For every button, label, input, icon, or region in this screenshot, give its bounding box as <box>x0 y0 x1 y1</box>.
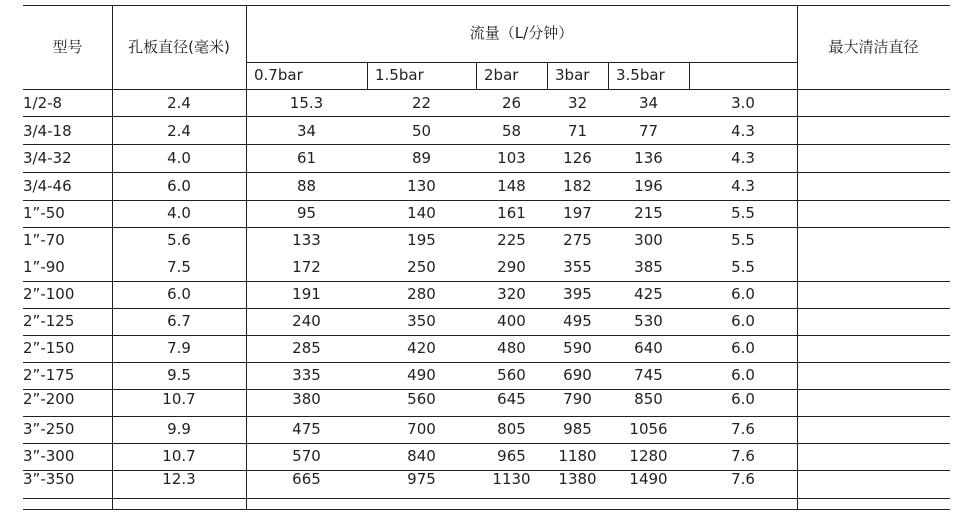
cell-max-clean: 4.3 <box>731 176 755 195</box>
cell-max-clean: 5.5 <box>731 231 755 249</box>
cell-flow: 196 <box>634 176 663 195</box>
vertical-rule <box>689 62 690 89</box>
cell-flow: 250 <box>407 258 436 276</box>
cell-orifice: 9.5 <box>167 366 191 384</box>
cell-flow: 290 <box>497 258 526 276</box>
cell-orifice: 7.5 <box>167 258 191 276</box>
cell-flow: 640 <box>634 339 663 357</box>
cell-flow: 300 <box>634 231 663 249</box>
cell-flow: 215 <box>634 204 663 222</box>
header-pressure: 0.7bar <box>254 66 303 84</box>
horizontal-rule <box>23 227 950 228</box>
cell-max-clean: 7.6 <box>731 447 755 465</box>
cell-flow: 790 <box>563 390 592 408</box>
cell-flow: 1130 <box>492 470 531 488</box>
cell-flow: 15.3 <box>289 93 324 112</box>
cell-flow: 22 <box>411 93 432 112</box>
cell-orifice: 10.7 <box>162 447 196 465</box>
cell-flow: 350 <box>407 312 436 330</box>
cell-flow: 490 <box>407 366 436 384</box>
cell-flow: 560 <box>407 390 436 408</box>
cell-flow: 103 <box>497 149 526 167</box>
horizontal-rule <box>23 416 950 417</box>
vertical-rule <box>246 5 247 510</box>
cell-model: 1/2-8 <box>23 93 63 112</box>
cell-flow: 805 <box>497 420 526 438</box>
cell-orifice: 4.0 <box>167 204 191 222</box>
cell-flow: 26 <box>501 93 522 112</box>
cell-flow: 1280 <box>629 447 668 465</box>
cell-flow: 225 <box>497 231 526 249</box>
cell-orifice: 2.4 <box>167 121 191 140</box>
horizontal-rule <box>23 498 950 499</box>
cell-orifice: 7.9 <box>167 339 191 357</box>
cell-model: 2”-200 <box>23 390 75 408</box>
cell-flow: 34 <box>296 121 317 140</box>
cell-flow: 400 <box>497 312 526 330</box>
cell-flow: 395 <box>563 285 592 303</box>
horizontal-rule <box>23 200 950 201</box>
cell-model: 3”-300 <box>23 447 75 465</box>
cell-orifice: 9.9 <box>167 420 191 438</box>
horizontal-rule <box>23 389 950 390</box>
horizontal-rule <box>23 335 950 336</box>
cell-orifice: 10.7 <box>162 390 196 408</box>
cell-model: 3/4-46 <box>23 176 72 195</box>
cell-flow: 61 <box>296 149 317 167</box>
cell-flow: 475 <box>292 420 321 438</box>
cell-max-clean: 7.6 <box>731 470 755 488</box>
horizontal-rule <box>23 509 950 510</box>
cell-flow: 480 <box>497 339 526 357</box>
cell-model: 2”-175 <box>23 366 75 384</box>
cell-flow: 335 <box>292 366 321 384</box>
cell-model: 1”-70 <box>23 231 65 249</box>
horizontal-rule <box>246 62 797 63</box>
cell-max-clean: 6.0 <box>731 285 755 303</box>
cell-flow: 690 <box>563 366 592 384</box>
cell-flow: 197 <box>563 204 592 222</box>
cell-flow: 590 <box>563 339 592 357</box>
cell-flow: 58 <box>501 121 522 140</box>
cell-flow: 32 <box>567 93 588 112</box>
horizontal-rule <box>23 362 950 363</box>
cell-flow: 77 <box>638 121 659 140</box>
cell-flow: 191 <box>292 285 321 303</box>
cell-orifice: 4.0 <box>167 149 191 167</box>
cell-flow: 570 <box>292 447 321 465</box>
cell-orifice: 6.0 <box>167 176 191 195</box>
flow-rate-table <box>23 5 950 510</box>
cell-flow: 355 <box>563 258 592 276</box>
cell-max-clean: 5.5 <box>731 204 755 222</box>
cell-model: 3”-250 <box>23 420 75 438</box>
cell-flow: 133 <box>292 231 321 249</box>
cell-flow: 172 <box>292 258 321 276</box>
vertical-rule <box>797 5 798 510</box>
horizontal-rule <box>23 5 950 6</box>
cell-max-clean: 6.0 <box>731 390 755 408</box>
cell-flow: 285 <box>292 339 321 357</box>
cell-flow: 965 <box>497 447 526 465</box>
cell-orifice: 5.6 <box>167 231 191 249</box>
cell-flow: 140 <box>407 204 436 222</box>
cell-flow: 380 <box>292 390 321 408</box>
vertical-rule <box>367 62 368 89</box>
vertical-rule <box>608 62 609 89</box>
cell-flow: 161 <box>497 204 526 222</box>
cell-flow: 89 <box>411 149 432 167</box>
cell-flow: 850 <box>634 390 663 408</box>
cell-max-clean: 3.0 <box>731 93 755 112</box>
cell-flow: 385 <box>634 258 663 276</box>
cell-flow: 645 <box>497 390 526 408</box>
cell-flow: 420 <box>407 339 436 357</box>
cell-flow: 280 <box>407 285 436 303</box>
cell-flow: 530 <box>634 312 663 330</box>
cell-flow: 34 <box>638 93 659 112</box>
cell-orifice: 2.4 <box>167 93 191 112</box>
vertical-rule <box>476 62 477 89</box>
cell-flow: 195 <box>407 231 436 249</box>
cell-flow: 88 <box>296 176 317 195</box>
horizontal-rule <box>23 89 950 90</box>
horizontal-rule <box>23 308 950 309</box>
cell-orifice: 6.0 <box>167 285 191 303</box>
cell-flow: 665 <box>292 470 321 488</box>
horizontal-rule <box>23 172 950 173</box>
cell-model: 1”-50 <box>23 204 65 222</box>
header-max-clean-diameter: 最大清洁直径 <box>828 37 919 56</box>
cell-flow: 560 <box>497 366 526 384</box>
cell-max-clean: 5.5 <box>731 258 755 276</box>
cell-flow: 136 <box>634 149 663 167</box>
cell-model: 2”-125 <box>23 312 75 330</box>
cell-model: 3/4-18 <box>23 121 72 140</box>
cell-max-clean: 6.0 <box>731 366 755 384</box>
cell-flow: 130 <box>407 176 436 195</box>
cell-max-clean: 7.6 <box>731 420 755 438</box>
cell-orifice: 6.7 <box>167 312 191 330</box>
header-pressure: 2bar <box>484 66 519 84</box>
cell-flow: 495 <box>563 312 592 330</box>
cell-model: 3”-350 <box>23 470 75 488</box>
cell-max-clean: 4.3 <box>731 121 755 140</box>
cell-flow: 275 <box>563 231 592 249</box>
cell-flow: 840 <box>407 447 436 465</box>
cell-flow: 1490 <box>629 470 668 488</box>
vertical-rule <box>112 5 113 510</box>
cell-flow: 126 <box>563 149 592 167</box>
cell-flow: 240 <box>292 312 321 330</box>
cell-flow: 95 <box>296 204 317 222</box>
cell-flow: 1380 <box>558 470 597 488</box>
horizontal-rule <box>23 443 950 444</box>
header-orifice-diameter: 孔板直径(毫米) <box>128 37 230 56</box>
cell-flow: 975 <box>407 470 436 488</box>
cell-flow: 1180 <box>558 447 597 465</box>
cell-model: 2”-100 <box>23 285 75 303</box>
header-pressure: 1.5bar <box>375 66 424 84</box>
cell-model: 1”-90 <box>23 258 65 276</box>
cell-orifice: 12.3 <box>162 470 196 488</box>
cell-flow: 182 <box>563 176 592 195</box>
vertical-rule <box>547 62 548 89</box>
cell-flow: 50 <box>411 121 432 140</box>
header-model: 型号 <box>52 37 83 56</box>
cell-flow: 320 <box>497 285 526 303</box>
cell-flow: 700 <box>407 420 436 438</box>
cell-max-clean: 6.0 <box>731 312 755 330</box>
cell-model: 2”-150 <box>23 339 75 357</box>
cell-flow: 148 <box>497 176 526 195</box>
horizontal-rule <box>23 281 950 282</box>
header-pressure: 3.5bar <box>616 66 665 84</box>
cell-flow: 425 <box>634 285 663 303</box>
cell-flow: 745 <box>634 366 663 384</box>
horizontal-rule <box>23 116 950 117</box>
header-pressure: 3bar <box>555 66 590 84</box>
horizontal-rule <box>23 144 950 145</box>
cell-flow: 1056 <box>629 420 668 438</box>
cell-flow: 985 <box>563 420 592 438</box>
cell-flow: 71 <box>567 121 588 140</box>
cell-model: 3/4-32 <box>23 149 72 167</box>
cell-max-clean: 4.3 <box>731 149 755 167</box>
cell-max-clean: 6.0 <box>731 339 755 357</box>
horizontal-rule <box>23 470 950 471</box>
header-flow-rate: 流量（L/分钟） <box>469 24 574 42</box>
